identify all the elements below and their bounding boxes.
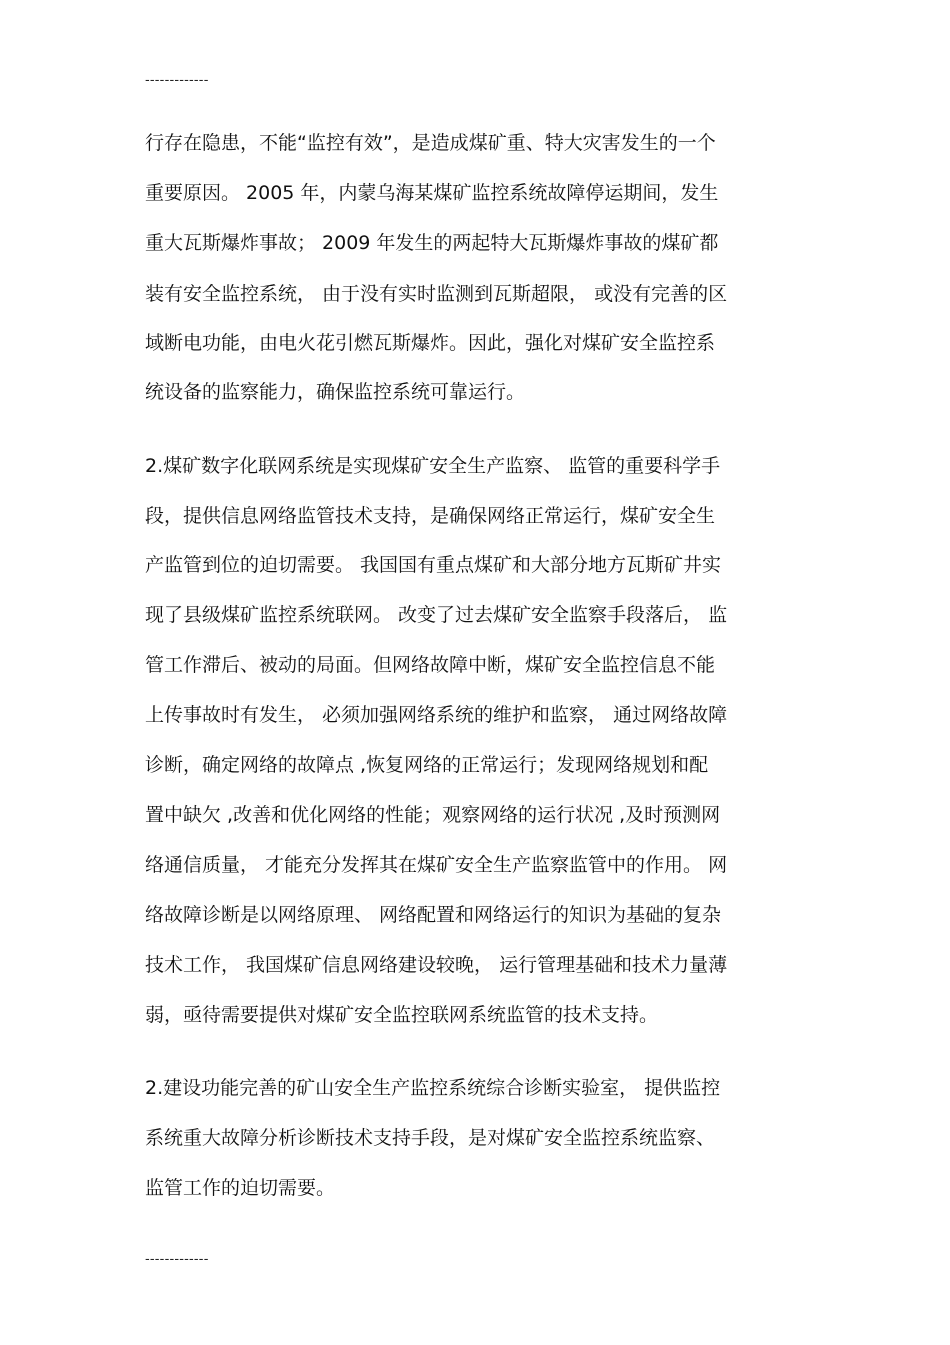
text-line: 系统重大故障分析诊断技术支持手段，是对煤矿安全监控系统监察、 (145, 1127, 716, 1149)
text-line: 技术工作， 我国煤矿信息网络建设较晚， 运行管理基础和技术力量薄 (145, 954, 728, 976)
text-line: 段，提供信息网络监管技术支持，是确保网络正常运行，煤矿安全生 (145, 505, 716, 527)
text-line: 弱，亟待需要提供对煤矿安全监控联网系统监管的技术支持。 (145, 1004, 659, 1026)
text-line: 监管工作的迫切需要。 (145, 1177, 336, 1199)
text-line: 络故障诊断是以网络原理、 网络配置和网络运行的知识为基础的复杂 (145, 904, 722, 926)
text-line: 统设备的监察能力，确保监控系统可靠运行。 (145, 381, 526, 403)
text-line: 2.煤矿数字化联网系统是实现煤矿安全生产监察、 监管的重要科学手 (145, 455, 721, 477)
text-line: 络通信质量， 才能充分发挥其在煤矿安全生产监察监管中的作用。 网 (145, 854, 728, 876)
text-line: 行存在隐患，不能“监控有效”，是造成煤矿重、特大灾害发生的一个 (145, 132, 716, 154)
text-line: 2.建设功能完善的矿山安全生产监控系统综合诊断实验室， 提供监控 (145, 1077, 721, 1099)
text-line: 上传事故时有发生， 必须加强网络系统的维护和监察， 通过网络故障 (145, 704, 728, 726)
text-line: 管工作滞后、被动的局面。但网络故障中断，煤矿安全监控信息不能 (145, 654, 716, 676)
footer-separator: ------------- (145, 1252, 209, 1267)
text-line: 重大瓦斯爆炸事故； 2009 年发生的两起特大瓦斯爆炸事故的煤矿都 (145, 232, 719, 254)
text-line: 置中缺欠 ,改善和优化网络的性能；观察网络的运行状况 ,及时预测网 (145, 804, 721, 826)
text-line: 诊断，确定网络的故障点 ,恢复网络的正常运行；发现网络规划和配 (145, 754, 709, 776)
text-line: 现了县级煤矿监控系统联网。 改变了过去煤矿安全监察手段落后， 监 (145, 604, 728, 626)
header-separator: ------------- (145, 73, 209, 88)
text-line: 装有安全监控系统， 由于没有实时监测到瓦斯超限， 或没有完善的区 (145, 283, 728, 305)
text-line: 重要原因。 2005 年，内蒙乌海某煤矿监控系统故障停运期间，发生 (145, 182, 719, 204)
text-line: 域断电功能，由电火花引燃瓦斯爆炸。因此，强化对煤矿安全监控系 (145, 332, 716, 354)
text-line: 产监管到位的迫切需要。 我国国有重点煤矿和大部分地方瓦斯矿井实 (145, 554, 722, 576)
